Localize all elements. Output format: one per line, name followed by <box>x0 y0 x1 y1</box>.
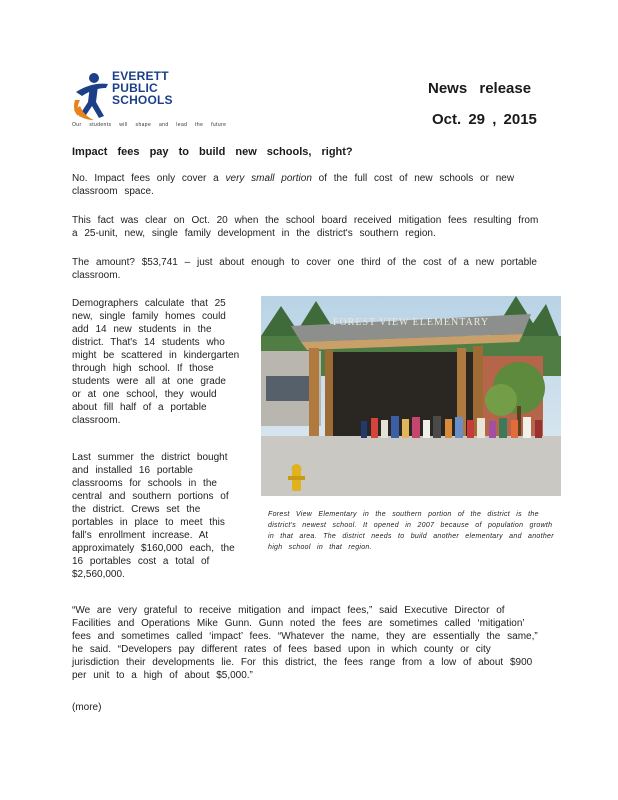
logo-line-2: PUBLIC <box>112 81 158 95</box>
headline: Impact fees pay to build new schools, right? <box>72 146 353 158</box>
school-photo <box>261 296 561 496</box>
paragraph-6: “We are very grateful to receive mitigation and impact fees,” said Executive Director of Facilities and Operations Mike Gunn. Gunn noted the fees are sometimes called ‘mitigation’ fees and sometimes called ‘impact’ fees. “Whatever the name, they are essentially the same,” he said. “Developers pay different rates of fees based upon in which county or city jurisdiction their developments lie. For this district, the fees range from a low of about $900 per unit to a high of about $5,000.” <box>72 605 538 681</box>
paragraph-1-text-a: No. Impact fees only cover a <box>72 173 226 184</box>
logo-tagline: Our students will shape and lead the future <box>72 122 227 128</box>
logo-line-1: EVERETT <box>112 69 169 83</box>
school-sign-text: FOREST VIEW ELEMENTARY <box>332 317 490 328</box>
paragraph-3: The amount? $53,741 – just about enough to cover one third of the cost of a new portable classroom. <box>72 257 537 281</box>
student-figure-icon <box>72 70 112 122</box>
more-indicator: (more) <box>72 702 102 713</box>
photo-caption: Forest View Elementary in the southern portion of the district is the district's newest school. It opened in 2007 because of population growth in that area. The district needs to build another elementary and another high school in that region. <box>268 511 554 551</box>
paragraph-4: Demographers calculate that 25 new, single family homes could add 14 new students in the district. That's 14 students who might be scattered in kindergarten through high school. If those students were all at one grade or at one school, they would about fill half of a portable classroom. <box>72 298 240 426</box>
paragraph-5: Last summer the district bought and installed 16 portable classrooms for schools in the central and southern portions of the district. Crews set the portables in place to meet this fall's enrollment increase. At approximately $160,000 each, the 16 portables cost a total of $2,560,000. <box>72 452 235 580</box>
district-logo <box>72 70 192 130</box>
release-date: Oct. 29 , 2015 <box>432 111 537 128</box>
paragraph-2: This fact was clear on Oct. 20 when the school board received mitigation fees resulting from a 25-unit, new, single family development in the district's southern region. <box>72 215 539 239</box>
logo-line-3: SCHOOLS <box>112 93 173 107</box>
paragraph-1-text-b: of the full cost of new schools or new classroom space. <box>72 173 515 197</box>
release-title: News release <box>428 80 532 97</box>
paragraph-1-emphasis: very small portion <box>225 173 312 184</box>
paragraph-1 <box>72 172 542 198</box>
